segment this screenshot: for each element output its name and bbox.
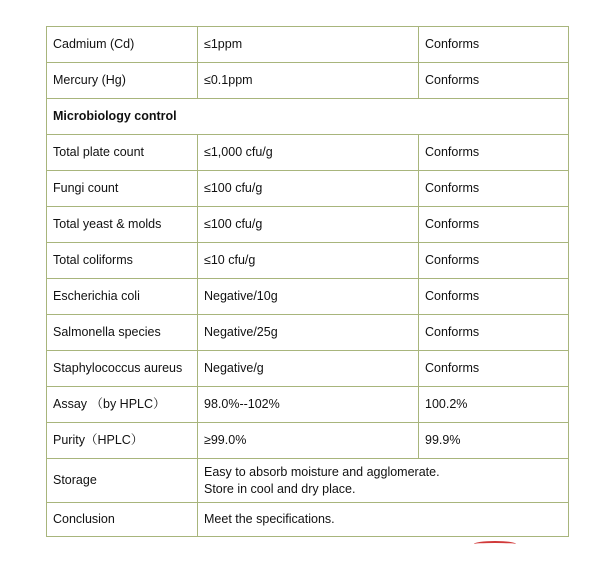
result-cell: Conforms: [419, 279, 569, 315]
item-cell: Mercury (Hg): [47, 63, 198, 99]
conclusion-text: Meet the specifications.: [198, 503, 569, 537]
spec-cell: ≤100 cfu/g: [198, 171, 419, 207]
storage-description: [198, 459, 569, 503]
spec-cell: ≤1,000 cfu/g: [198, 135, 419, 171]
spec-cell: Negative/10g: [198, 279, 419, 315]
spec-cell: ≤10 cfu/g: [198, 243, 419, 279]
table-row: [47, 243, 569, 279]
result-cell: Conforms: [419, 27, 569, 63]
item-cell: Cadmium (Cd): [47, 27, 198, 63]
table-row: [47, 135, 569, 171]
spec-cell: ≤0.1ppm: [198, 63, 419, 99]
spec-cell: Negative/25g: [198, 315, 419, 351]
table-row: [47, 171, 569, 207]
result-cell: Conforms: [419, 207, 569, 243]
item-cell: Purity（HPLC）: [47, 423, 198, 459]
storage-line: Easy to absorb moisture and agglomerate.: [204, 464, 440, 479]
item-cell: Total plate count: [47, 135, 198, 171]
spec-cell: 98.0%--102%: [198, 387, 419, 423]
result-cell: Conforms: [419, 243, 569, 279]
item-cell: Total coliforms: [47, 243, 198, 279]
item-cell: Salmonella species: [47, 315, 198, 351]
item-cell: Storage: [47, 459, 198, 503]
item-cell: Conclusion: [47, 503, 198, 537]
result-cell: Conforms: [419, 63, 569, 99]
table-row: [47, 27, 569, 63]
result-cell: Conforms: [419, 135, 569, 171]
table-row: [47, 315, 569, 351]
item-cell: Staphylococcus aureus: [47, 351, 198, 387]
red-stamp-edge: [474, 541, 516, 547]
item-cell: Assay （by HPLC）: [47, 387, 198, 423]
table-row: [47, 351, 569, 387]
item-cell: Total yeast & molds: [47, 207, 198, 243]
result-cell: Conforms: [419, 315, 569, 351]
section-row: [47, 99, 569, 135]
item-cell: Escherichia coli: [47, 279, 198, 315]
storage-line: Store in cool and dry place.: [204, 481, 356, 496]
table-row: [47, 63, 569, 99]
table-row: [47, 387, 569, 423]
specification-table: [46, 26, 569, 537]
table-row: [47, 207, 569, 243]
result-cell: 100.2%: [419, 387, 569, 423]
spec-cell: ≤1ppm: [198, 27, 419, 63]
table-row: [47, 279, 569, 315]
item-cell: Fungi count: [47, 171, 198, 207]
section-heading: Microbiology control: [47, 99, 569, 135]
table-row: [47, 423, 569, 459]
result-cell: 99.9%: [419, 423, 569, 459]
result-cell: Conforms: [419, 171, 569, 207]
spec-cell: ≤100 cfu/g: [198, 207, 419, 243]
spec-cell: Negative/g: [198, 351, 419, 387]
spec-cell: ≥99.0%: [198, 423, 419, 459]
conclusion-row: [47, 503, 569, 537]
result-cell: Conforms: [419, 351, 569, 387]
storage-row: [47, 459, 569, 503]
